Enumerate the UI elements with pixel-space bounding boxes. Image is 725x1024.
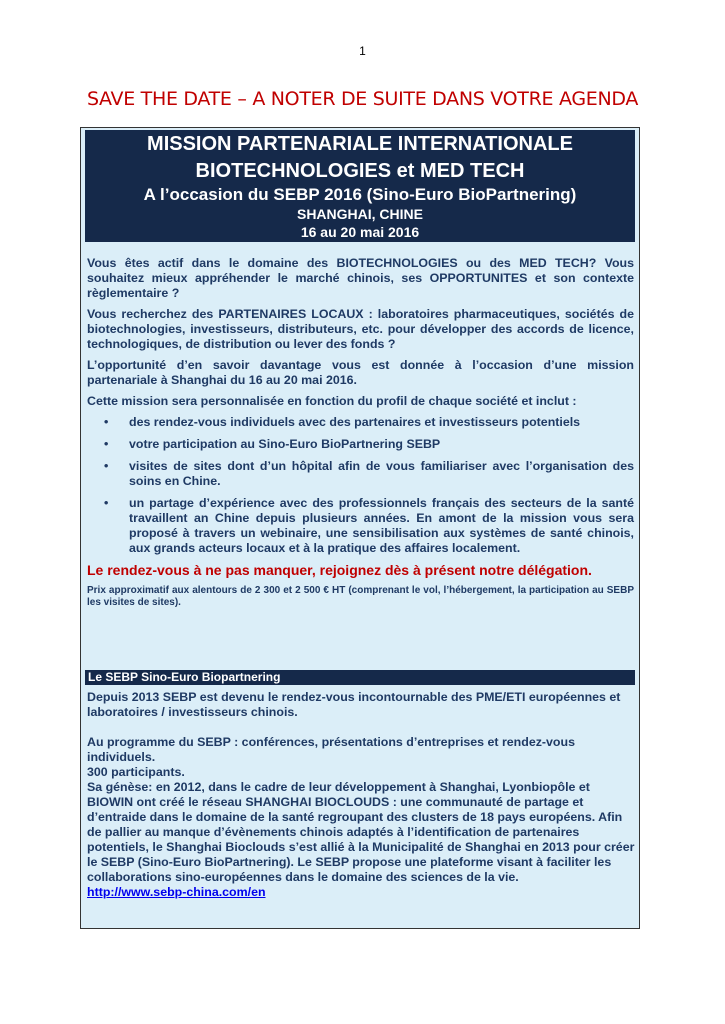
sebp-genesis: Sa génèse: en 2012, dans le cadre de leur développement à Shanghai, Lyonbiopôle et BIOWIN ont créé le réseau SHANGHAI BIOCLOUDS : une communauté de partage et d’entraide dans le domaine de la santé regroupant des clusters de 18 pays européens. Afin de pallier au manque d’évènements chinois adaptés à l’identification de partenaires potentiels, le Shanghai Bioclouds s’est allié à la Municipalité de Shanghai en 2013 pour créer le SEBP (Sino-Euro BioPartnering). Le SEBP propose une plateforme visant à faciliter les collaborations sino-européennes dans le domaine des sciences de la vie. <box>87 780 635 884</box>
call-to-action: Le rendez-vous à ne pas manquer, rejoignez dès à présent notre délégation. <box>87 562 592 578</box>
mission-content <box>87 256 634 615</box>
header-title-line1: MISSION PARTENARIALE INTERNATIONALE <box>147 133 573 155</box>
header-dates: 16 au 20 mai 2016 <box>300 224 420 240</box>
intro-paragraph-1: Vous êtes actif dans le domaine des BIOTECHNOLOGIES ou des MED TECH? Vous souhaitez mieux appréhender le marché chinois, ses OPPORTUNITES et son contexte règlementaire ? <box>87 256 634 300</box>
sebp-paragraph-2: Au programme du SEBP : conférences, présentations d’entreprises et rendez-vous individuels. <box>87 735 575 764</box>
list-item: • des rendez-vous individuels avec des partenaires et investisseurs potentiels <box>87 415 634 430</box>
sebp-content <box>87 690 637 900</box>
sebp-section-title: Le SEBP Sino-Euro Biopartnering <box>85 670 635 685</box>
intro-paragraph-2: Vous recherchez des PARTENAIRES LOCAUX : laboratoires pharmaceutiques, sociétés de biotechnologies, investisseurs, distributeurs, etc. pour développer des accords de licence, technologiques, de distribution ou lever des fonds ? <box>87 307 634 351</box>
sebp-website-link[interactable]: http://www.sebp-china.com/en <box>87 885 266 899</box>
sebp-participants: 300 participants. <box>87 765 185 779</box>
list-item: • visites de sites dont d’un hôpital afin de vous familiariser avec l’organisation des soins en Chine. <box>87 459 634 489</box>
mission-includes-list <box>87 415 634 556</box>
sebp-paragraph-1: Depuis 2013 SEBP est devenu le rendez-vous incontournable des PME/ETI européennes et laboratoires / investisseurs chinois. <box>87 690 621 719</box>
header-title-line2: BIOTECHNOLOGIES et MED TECH <box>195 160 525 182</box>
list-item: • un partage d’expérience avec des professionnels français des secteurs de la santé travaillent an Chine depuis plusieurs années. En amont de la mission vous sera proposé à travers un webinaire, une sensibilisation aux systèmes de santé chinois, aux grands acteurs locaux et à la pratique des affaires localement. <box>87 496 634 556</box>
mission-header <box>85 130 635 242</box>
price-note: Prix approximatif aux alentours de 2 300 et 2 500 € HT (comprenant le vol, l’hébergement, la participation au SEBP les visites de sites). <box>87 585 634 608</box>
header-location: SHANGHAI, CHINE <box>296 206 423 222</box>
intro-paragraph-3: L’opportunité d’en savoir davantage vous est donnée à l’occasion d’une mission partenariale à Shanghai du 16 au 20 mai 2016. <box>87 358 634 387</box>
header-subtitle: A l’occasion du SEBP 2016 (Sino-Euro BioPartnering) <box>143 185 577 204</box>
intro-paragraph-4: Cette mission sera personnalisée en fonction du profil de chaque société et inclut : <box>87 394 577 408</box>
save-the-date-heading: SAVE THE DATE – A NOTER DE SUITE DANS VOTRE AGENDA <box>86 88 639 110</box>
mission-frame <box>80 127 640 929</box>
list-item: • votre participation au Sino-Euro BioPartnering SEBP <box>87 437 634 452</box>
page-number: 1 <box>359 44 366 58</box>
